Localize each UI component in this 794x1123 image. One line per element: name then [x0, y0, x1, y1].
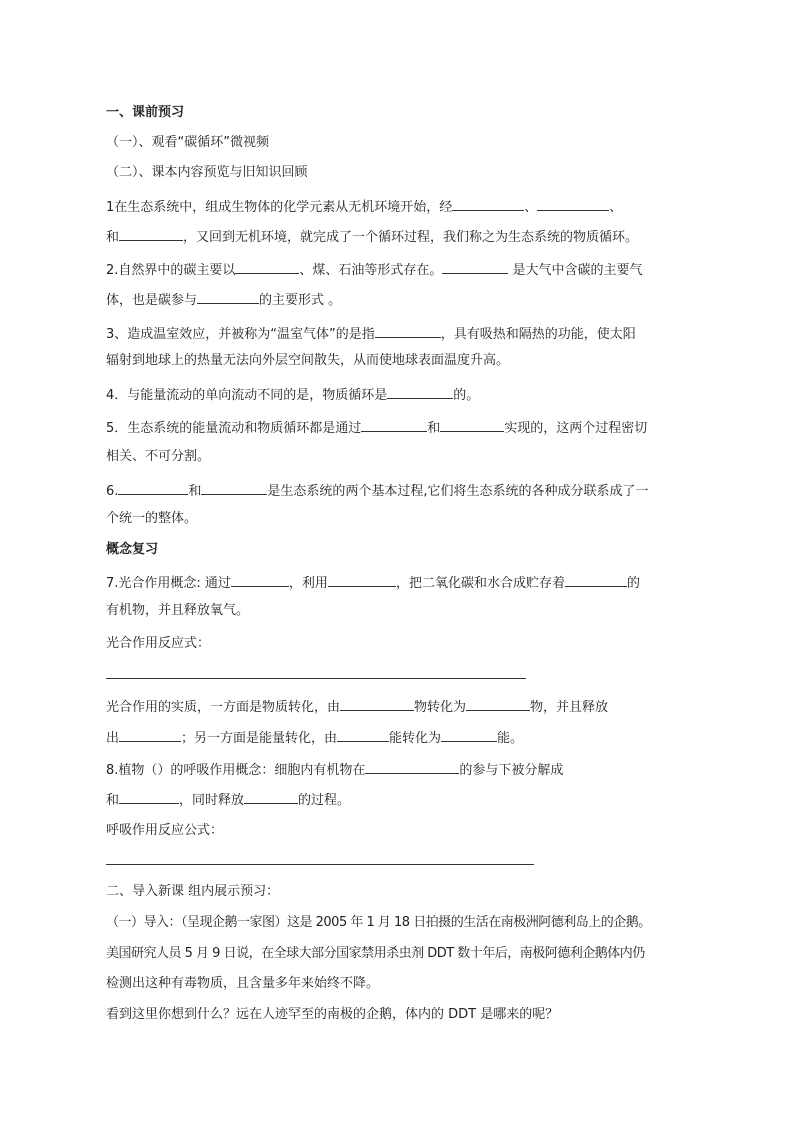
section2-p1: （一）导入：（呈现企鹅一家图）这是 2005 年 1 月 18 日拍摄的生活在南极洲阿德利岛上的企鹅。 [106, 915, 651, 930]
fill-blank[interactable] [375, 324, 441, 338]
fill-blank[interactable] [565, 573, 627, 587]
q4-line: 4．与能量流动的单向流动不同的是，物质循环是 的。 [106, 385, 479, 403]
fill-blank[interactable] [119, 227, 183, 241]
q6-line2: 个统一的整体。 [106, 511, 198, 526]
fill-blank[interactable] [466, 697, 530, 711]
section2-p3: 检测出这种有毒物质，且含量多年来始终不降。 [106, 976, 380, 991]
q1-line2: 和 ，又回到无机环境，就完成了一个循环过程，我们称之为生态系统的物质循环。 [106, 227, 638, 245]
section2-title: 二、导入新课 组内展示预习： [106, 884, 280, 899]
fill-blank[interactable] [452, 197, 524, 211]
fill-blank[interactable] [537, 197, 609, 211]
fill-blank[interactable] [328, 573, 396, 587]
q1-line1: 1在生态系统中，组成生物体的化学元素从无机环境开始，经 、 、 [106, 197, 622, 215]
section2-p2: 美国研究人员 5 月 9 日说，在全球大部分国家禁用杀虫剂 DDT 数十年后，南极阿德利企鹅体内仍 [106, 946, 645, 961]
q8-line2: 和 ，同时释放 的过程。 [106, 790, 350, 808]
q3-line2: 辐射到地球上的热量无法向外层空间散失，从而使地球表面温度升高。 [106, 353, 510, 368]
section1-sub2: （二）、课本内容预览与旧知识回顾 [106, 165, 308, 180]
fill-blank[interactable] [231, 573, 289, 587]
fill-blank[interactable] [441, 728, 497, 742]
fill-blank[interactable] [440, 418, 504, 432]
q7-line4: 出 ；另一方面是能量转化，由 能转化为 能。 [106, 728, 523, 746]
fill-blank[interactable] [201, 481, 267, 495]
q2-line1: 2.自然界中的碳主要以 、煤、石油等形式存在。 是大气中含碳的主要气 [106, 260, 643, 278]
fill-blank[interactable] [361, 418, 427, 432]
concept-title: 概念复习 [106, 542, 159, 557]
q5-line2: 相关、不可分割。 [106, 449, 211, 464]
q8-line1: 8.植物（）的呼吸作用概念：细胞内有机物在 的参与下被分解成 [106, 760, 563, 778]
fill-blank[interactable] [442, 260, 508, 274]
fill-blank[interactable] [387, 385, 453, 399]
q2-line2: 体，也是碳参与 的主要形式 。 [106, 290, 341, 308]
fill-blank[interactable] [340, 697, 414, 711]
photosynthesis-formula-label: 光合作用反应式： [106, 636, 211, 651]
section1-title: 一、课前预习 [106, 105, 185, 120]
q7-line1: 7.光合作用概念: 通过 ，利用 ，把二氧化碳和水合成贮存着 的 [106, 573, 640, 591]
q3-line1: 3、造成温室效应，并被称为“温室气体”的是指 ，具有吸热和隔热的功能，使太阳 [106, 324, 636, 342]
section1-sub1: （一）、观看“碳循环”微视频 [106, 135, 269, 150]
fill-blank[interactable] [365, 760, 459, 774]
fill-blank[interactable] [119, 790, 179, 804]
fill-blank[interactable] [337, 728, 389, 742]
q7-line3: 光合作用的实质，一方面是物质转化，由 物转化为 物，并且释放 [106, 697, 608, 715]
q5-line1: 5．生态系统的能量流动和物质循环都是通过 和 实现的，这两个过程密切 [106, 418, 647, 436]
photosynthesis-formula-line[interactable] [106, 678, 526, 679]
q6-line1: 6. 和 是生态系统的两个基本过程,它们将生态系统的各种成分联系成了一 [106, 481, 649, 499]
fill-blank[interactable] [235, 260, 299, 274]
fill-blank[interactable] [118, 481, 188, 495]
fill-blank[interactable] [197, 290, 259, 304]
fill-blank[interactable] [244, 790, 298, 804]
fill-blank[interactable] [119, 728, 181, 742]
respiration-formula-line[interactable] [106, 864, 534, 865]
q7-line2: 有机物，并且释放氧气。 [106, 603, 250, 618]
section2-p4: 看到这里你想到什么？远在人迹罕至的南极的企鹅，体内的 DDT 是哪来的呢？ [106, 1007, 559, 1022]
respiration-formula-label: 呼吸作用反应公式： [106, 823, 224, 838]
